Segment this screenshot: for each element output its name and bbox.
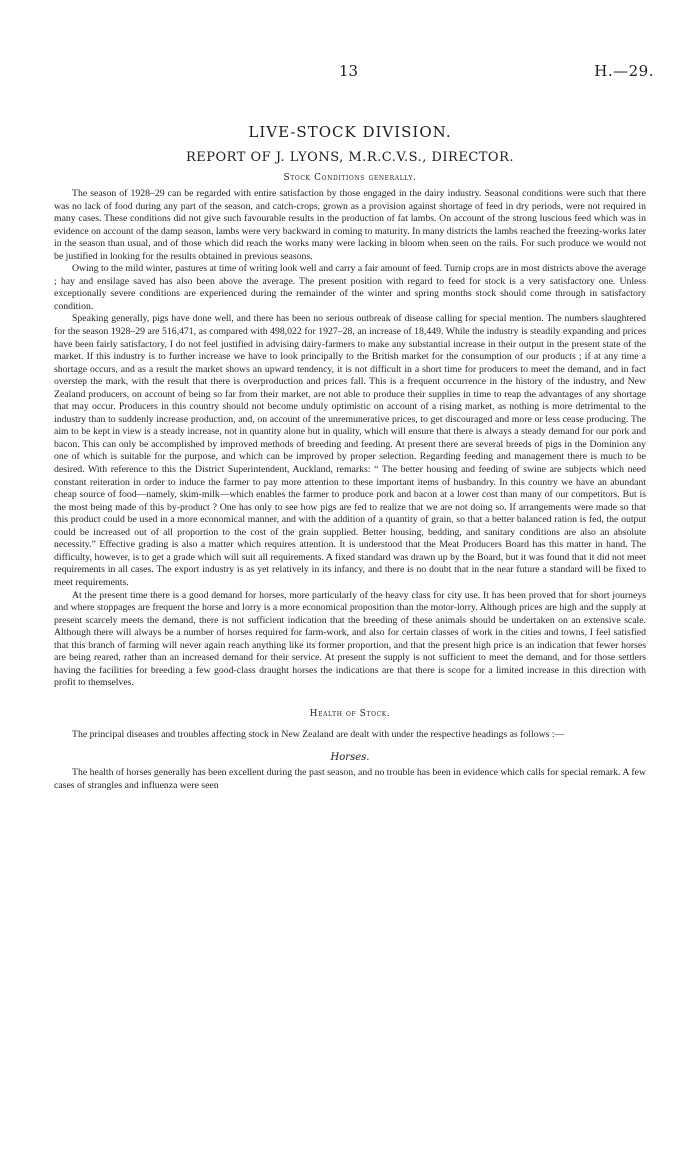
subheading-horses: Horses.	[330, 752, 370, 763]
division-title: LIVE-STOCK DIVISION.	[248, 123, 452, 141]
section-heading-stock-conditions: Stock Conditions generally.	[283, 173, 417, 183]
report-subtitle: REPORT OF J. LYONS, M.R.C.V.S., DIRECTOR.	[185, 150, 515, 165]
paragraph: At the present time there is a good demand for horses, more particularly of the heavy class for city use. It has been proved that for short journeys and where stoppages are frequent the horse and lorry is a more economical proposition than the motor-lorry. Although prices are high and the supply at present scarcely meets the demand, there is not sufficient indication that the breeding of these animals should be undertaken on an extensive scale. Although there will always be a number of horses required for farm-work, and also for certain classes of work in the cities and towns, I feel satisfied that this branch of farming will never again reach anything like its former proportion, and that the present high price is an indication that fewer horses are being reared, rather than an increased demand for their service. At present the supply is not sufficient to meet the demand, and for those settlers having the facilities for breeding a few good-class draught horses the indications are that there is scope for a limited increase in this direction with profit to themselves.	[54, 589, 646, 689]
paragraph: The season of 1928–29 can be regarded with entire satisfaction by those engaged in the dairy industry. Seasonal conditions were such that there was no lack of food during any part of the season, and catch-crops, grown as a provision against shortage of feed in dry periods, were not required in many cases. These conditions did not give such favourable results in the production of fat lambs. On account of the strong luscious feed which was in evidence on account of the damp season, lambs were very backward in coming to maturity. In many districts the lambs reached the freezing-works later in the season than usual, and of those which did reach the works many were lacking in bloom when seen on the rails. For such produce we would not be justified in looking for the results obtained in previous seasons.	[54, 188, 647, 262]
section-body-horses	[54, 767, 646, 792]
paragraph: Speaking generally, pigs have done well, and there has been no serious outbreak of disease calling for special mention. The numbers slaughtered for the season 1928–29 are 516,471, as compared with 498,022 for 1927–28, an increase of 18,449. While the industry is steadily expanding and prices have been fairly satisfactory, I do not feel justified in advising dairy-farmers to make any substantial increase in their output in the present state of the market. If this industry is to further increase we have to look principally to the British market for the consumption of our products ; if at any time a shortage occurs, and as a result the market shows an upward tendency, it is not difficult in a short time for producers to meet the demand, and in fact overstep the mark, with the result that there is overproduction and prices fall. This is a frequent occurrence in the history of the industry, and New Zealand producers, on account of being so far from their market, are not able to produce their supplies in time to reap the advantages of any shortage that may occur. Producers in this country should not become unduly optimistic on account of a rising market, as nothing is more detrimental to the industry than to suddenly increase production, and, on account of the unremunerative prices, to get discouraged and more or less cease producing. The aim to be kept in view is a steady increase, not in quantity alone but in quality, which will ensure that there is always a steady demand for our pork and bacon. This can only be accomplished by improved methods of breeding and feeding. At present there are several breeds of pigs in the Dominion any one of which is suitable for the purpose, and which can be improved by proper selection. Regarding feeding and management there is much to be desired. With reference to this the District Superintendent, Auckland, remarks: “ The better housing and feeding of swine are subjects which need constant reiteration in order to induce the farmer to pay more attention to these important items of husbandry. In this country we have an abundant cheap source of food—namely, skim-milk—which enables the farmer to produce pork and bacon at a lower cost than many of our competitors. But is the most being made of this by-product ? One has only to see how pigs are fed to realize that we are not doing so. If arrangements were made so that this product could be used in a more economical manner, and with the addition of a quantity of grain, so that a better balanced ration is fed, the output could be increased out of all proportion to the cost of the grain supplied. Better housing, bedding, and sanitary conditions are also an absolute necessity.” Effective grading is also a matter which requires attention. It is understood that the Meat Producers Board has this matter in hand. The difficulty, however, is to get a grade which will suit all requirements. A fixed standard was drawn up by the Board, but it was found that it did not meet requirements in all cases. The export industry is as yet relatively in its infancy, and there is no doubt that in the near future a standard will be fixed to meet requirements.	[54, 313, 646, 588]
section-intro-health-of-stock	[54, 729, 646, 742]
paragraph: Owing to the mild winter, pastures at time of writing look well and carry a fair amount of feed. Turnip crops are in most districts above the average ; hay and ensilage saved has also been above the average. The present position with regard to feed for stock is a very satisfactory one. Unless exceptionally severe conditions are experienced during the remainder of the winter and spring months stock should come through in satisfactory condition.	[54, 263, 646, 312]
document-reference: H.—29.	[594, 62, 654, 80]
paragraph: The principal diseases and troubles affecting stock in New Zealand are dealt with under the respective headings as follows :—	[72, 729, 565, 740]
page-number: 13	[339, 62, 359, 80]
paragraph: The health of horses generally has been excellent during the past season, and no trouble has been in evidence which calls for special remark. A few cases of strangles and influenza were seen	[54, 767, 646, 791]
section-body-stock-conditions	[54, 188, 646, 690]
section-heading-health-of-stock: Health of Stock.	[309, 709, 391, 719]
